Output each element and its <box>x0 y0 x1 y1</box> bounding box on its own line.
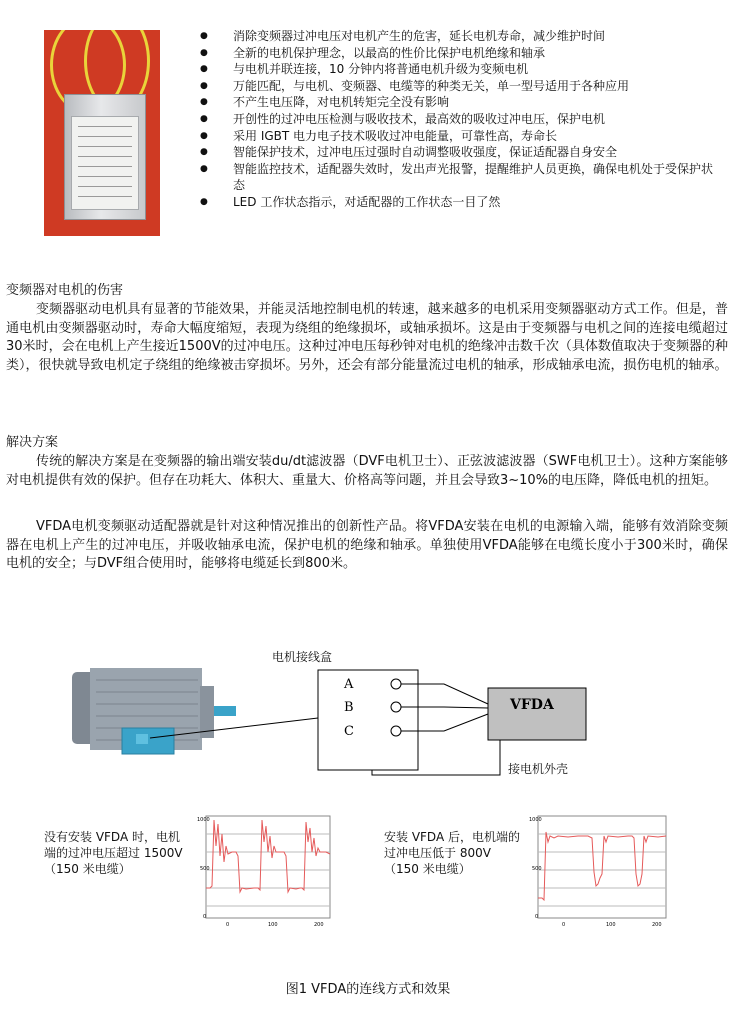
scope-y-tick: 0 <box>535 914 539 920</box>
feature-item: ● 智能保护技术，过冲电压过强时自动调整吸收强度，保证适配器自身安全 <box>200 144 720 161</box>
scope-x-tick: 0 <box>226 922 230 928</box>
waveform-before-svg <box>196 812 336 934</box>
terminal-c <box>391 726 401 736</box>
section-heading: 解决方案 <box>6 435 59 450</box>
feature-item: ● 开创性的过冲电压检测与吸收技术，最高效的吸收过冲电压，保护电机 <box>200 111 720 128</box>
section-body: 变频器驱动电机具有显著的节能效果，并能灵活地控制电机的转速，越来越多的电机采用变频器驱动方式工作。但是，普通电机由变频器驱动时，寿命大幅度缩短，表现为绕组的绝缘损坏，或轴承损坏。这是由于变频器与电机之间的连接电缆超过30米时，会在电机上产生接近1500V的过冲电压。这种过冲电压每秒钟对电机的绝缘冲击数千次（具体数值取决于变频器的种类），很快就导致电机定子绕组的绝缘被击穿损坏。另外，还会有部分能量流过电机的轴承，形成轴承电流，损伤电机的轴承。 <box>6 302 728 373</box>
feature-item: ● 与电机并联连接，10 分钟内将普通电机升级为变频电机 <box>200 61 720 78</box>
section-paragraph: 传统的解决方案是在变频器的输出端安装du/dt滤波器（DVF电机卫士）、正弦波滤波器（SWF电机卫士）。这种方案能够对电机提供有效的保护。但存在功耗大、体积大、重量大、价格高等问题，并且会导致3~10%的电压降，降低电机的扭矩。 <box>6 454 728 488</box>
scope-x-tick: 100 <box>606 922 616 928</box>
terminal-label: B <box>344 700 354 715</box>
vfda-label: VFDA <box>510 697 554 713</box>
terminal-box-label: 电机接线盒 <box>272 650 333 664</box>
waveform-after <box>528 812 672 934</box>
ground-label: 接电机外壳 <box>508 762 569 776</box>
feature-item: ● 智能监控技术，适配器失效时，发出声光报警，提醒维护人员更换，确保电机处于受保护状态 <box>200 161 720 194</box>
feature-item: ● 消除变频器过冲电压对电机产生的危害，延长电机寿命，减少维护时间 <box>200 28 720 45</box>
feature-item: ● 采用 IGBT 电力电子技术吸收过冲电能量，可靠性高，寿命长 <box>200 128 720 145</box>
terminal-label: C <box>344 724 354 739</box>
terminal-label: A <box>344 677 354 692</box>
vfda-device <box>488 688 586 740</box>
motor-illustration <box>72 668 236 754</box>
feature-list <box>200 28 720 211</box>
scope-y-tick: 0 <box>203 914 207 920</box>
scope-y-tick: 500 <box>532 866 542 872</box>
section-paragraph: VFDA电机变频驱动适配器就是针对这种情况推出的创新性产品。将VFDA安装在电机的电源输入端，能够有效消除变频器在电机上产生的过冲电压，并吸收轴承电流，保护电机的绝缘和轴承。单独使用VFDA能够在电缆长度小于300米时，确保电机的安全；与DVF组合使用时，能够将电缆延长到800米。 <box>6 519 728 572</box>
scope-y-tick: 500 <box>200 866 210 872</box>
scope-x-tick: 0 <box>562 922 566 928</box>
scope-x-tick: 200 <box>652 922 662 928</box>
scope-x-tick: 200 <box>314 922 324 928</box>
feature-item: ● 万能匹配，与电机、变频器、电缆等的种类无关，单一型号适用于各种应用 <box>200 78 720 95</box>
feature-item: ● 不产生电压降，对电机转矩完全没有影响 <box>200 94 720 111</box>
scope-x-tick: 100 <box>268 922 278 928</box>
waveform-after-svg <box>528 812 672 934</box>
terminal-b <box>391 702 401 712</box>
terminal-a <box>391 679 401 689</box>
terminal-box <box>318 670 418 770</box>
figure-caption: 图1 VFDA的连线方式和效果 <box>285 982 451 997</box>
feature-item: ● 全新的电机保护理念，以最高的性价比保护电机绝缘和轴承 <box>200 45 720 62</box>
section-heading: 变频器对电机的伤害 <box>6 283 124 298</box>
feature-item: ● LED 工作状态指示，对适配器的工作状态一目了然 <box>200 194 720 211</box>
product-photo <box>44 30 160 236</box>
adapter-nameplate <box>71 116 139 210</box>
scope-caption-after: 安装 VFDA 后，电机端的过冲电压低于 800V（150 米电缆） <box>384 830 520 876</box>
waveform-before <box>196 812 336 934</box>
scope-caption-before: 没有安装 VFDA 时，电机端的过冲电压超过 1500V（150 米电缆） <box>44 830 183 876</box>
scope-y-tick: 1000 <box>529 817 542 823</box>
scope-y-tick: 1000 <box>197 817 210 823</box>
